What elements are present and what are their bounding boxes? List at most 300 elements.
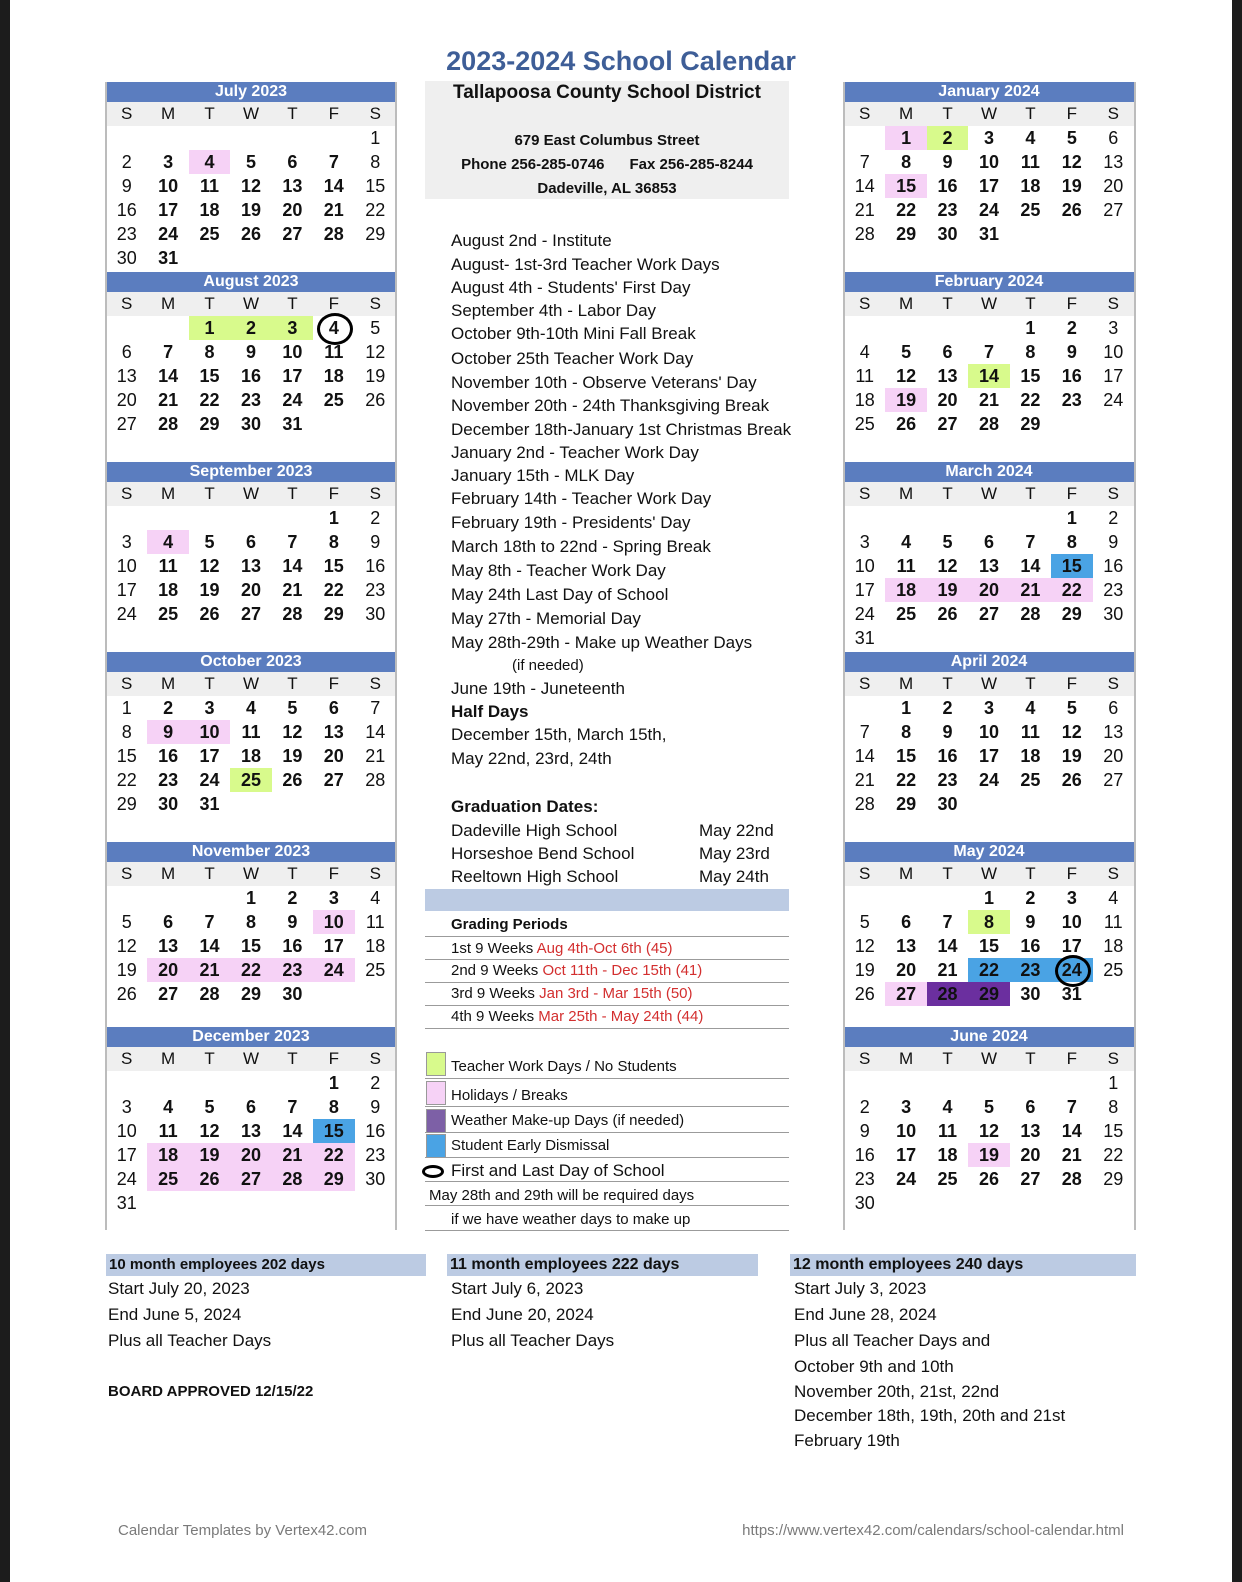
- day-cell: 20: [896, 960, 917, 980]
- week-row: [106, 578, 396, 602]
- weekday-label: S: [859, 864, 871, 883]
- day-cell: 1: [1108, 1073, 1119, 1093]
- day-cell: 26: [1061, 200, 1082, 220]
- weekday-label: T: [204, 294, 215, 313]
- day-cell: 8: [1108, 1097, 1119, 1117]
- week-row: [844, 412, 1134, 436]
- day-cell: 19: [240, 200, 261, 220]
- day-cell: 23: [365, 1145, 386, 1165]
- day-cell: 13: [240, 1121, 261, 1141]
- left-column-border-right: [395, 82, 397, 1230]
- day-cell: 6: [328, 698, 339, 718]
- day-cell: 18: [158, 580, 179, 600]
- district-fax: Fax 256-285-8244: [629, 156, 753, 173]
- day-cell: 29: [199, 414, 220, 434]
- weekday-label: M: [899, 484, 914, 503]
- weekday-label: W: [980, 1049, 997, 1068]
- empty-cell: [272, 792, 313, 816]
- week-row: [106, 506, 396, 530]
- day-cell: 3: [272, 316, 313, 340]
- day-cell: 14: [1061, 1121, 1082, 1141]
- empty-cell: [1010, 1071, 1051, 1095]
- event-item: August 2nd - Institute: [451, 231, 612, 250]
- weekday-label: S: [369, 674, 381, 693]
- event-item: October 25th Teacher Work Day: [451, 349, 694, 368]
- day-cell: 28: [158, 414, 179, 434]
- week-row: [106, 388, 396, 412]
- day-cell: 30: [365, 604, 386, 624]
- week-row: [106, 364, 396, 388]
- day-cell: 16: [854, 1145, 875, 1165]
- empty-cell: [189, 1071, 230, 1095]
- day-cell: 15: [240, 936, 261, 956]
- empty-cell: [844, 316, 885, 340]
- week-row: [844, 340, 1134, 364]
- empty-cell: [355, 1191, 396, 1215]
- week-row: [106, 150, 396, 174]
- week-row: [106, 602, 396, 626]
- week-row: [844, 626, 1134, 650]
- day-cell: 6: [121, 342, 132, 362]
- day-cell: 20: [968, 578, 1009, 602]
- day-cell: 19: [927, 578, 968, 602]
- event-item: February 14th - Teacher Work Day: [451, 489, 712, 508]
- day-cell: 25: [365, 960, 386, 980]
- day-cell: 7: [942, 912, 953, 932]
- weekday-label: W: [980, 674, 997, 693]
- week-row: [844, 316, 1134, 340]
- empty-cell: [147, 316, 188, 340]
- employees-line: December 18th, 19th, 20th and 21st: [794, 1406, 1066, 1425]
- day-cell: 29: [1061, 604, 1082, 624]
- day-cell: 7: [204, 912, 215, 932]
- week-row: [844, 198, 1134, 222]
- day-cell: 16: [282, 936, 303, 956]
- weekday-label: M: [161, 674, 176, 693]
- day-cell: 30: [158, 794, 179, 814]
- month-title: February 2024: [844, 272, 1134, 292]
- day-cell: 17: [199, 746, 220, 766]
- day-cell: 20: [937, 390, 958, 410]
- day-cell: 28: [282, 604, 303, 624]
- day-cell: 26: [937, 604, 958, 624]
- legend-early-swatch: [426, 1134, 446, 1158]
- day-cell: 4: [313, 316, 354, 340]
- day-cell: 4: [163, 1097, 174, 1117]
- day-cell: 10: [282, 342, 303, 362]
- day-cell: 23: [272, 958, 313, 982]
- day-cell: 10: [158, 176, 179, 196]
- day-cell: 4: [1108, 888, 1119, 908]
- day-cell: 5: [245, 152, 256, 172]
- day-cell: 11: [324, 342, 344, 362]
- week-row: [844, 1143, 1134, 1167]
- day-cell: 1: [328, 1073, 339, 1093]
- week-row: [844, 744, 1134, 768]
- day-cell: 28: [323, 224, 344, 244]
- day-cell: 17: [116, 580, 137, 600]
- weekday-label: T: [942, 294, 953, 313]
- weekday-header: [844, 482, 1134, 506]
- day-cell: 24: [1103, 390, 1124, 410]
- day-cell: 2: [859, 1097, 870, 1117]
- day-cell: 8: [370, 152, 381, 172]
- divider: [425, 959, 789, 960]
- day-cell: 12: [240, 176, 261, 196]
- empty-cell: [272, 1191, 313, 1215]
- legend-first-last: First and Last Day of School: [451, 1161, 665, 1180]
- empty-cell: [927, 886, 968, 910]
- day-cell: 10: [1103, 342, 1124, 362]
- day-cell: 15: [896, 746, 917, 766]
- week-row: [106, 340, 396, 364]
- day-cell: 28: [854, 224, 875, 244]
- divider: [425, 1157, 789, 1158]
- day-cell: 14: [323, 176, 344, 196]
- empty-cell: [844, 696, 885, 720]
- employees-line: Plus all Teacher Days and: [794, 1331, 991, 1350]
- day-cell: 10: [1061, 912, 1082, 932]
- employees-line: End June 28, 2024: [794, 1305, 937, 1324]
- day-cell: 3: [121, 532, 132, 552]
- day-cell: 2: [121, 152, 132, 172]
- day-cell: 2: [370, 508, 381, 528]
- empty-cell: [1010, 222, 1051, 246]
- weekday-label: F: [1066, 484, 1078, 503]
- day-cell: 22: [1020, 390, 1041, 410]
- day-cell: 15: [365, 176, 386, 196]
- empty-cell: [927, 1191, 968, 1215]
- weekday-label: F: [328, 484, 340, 503]
- grading-label: 2nd 9 Weeks: [451, 962, 539, 979]
- day-cell: 22: [896, 200, 917, 220]
- empty-cell: [189, 246, 230, 270]
- day-cell: 15: [199, 366, 220, 386]
- weekday-label: S: [1107, 484, 1119, 503]
- right-column-border-right: [1134, 82, 1136, 1230]
- weekday-header: [844, 292, 1134, 316]
- weekday-label: F: [328, 1049, 340, 1068]
- grading-label: 1st 9 Weeks: [451, 940, 534, 957]
- week-row: [844, 578, 1134, 602]
- day-cell: 2: [163, 698, 174, 718]
- day-cell: 1: [245, 888, 256, 908]
- weekday-label: F: [1066, 294, 1078, 313]
- day-cell: 25: [937, 1169, 958, 1189]
- empty-cell: [927, 316, 968, 340]
- empty-cell: [1093, 222, 1134, 246]
- month-title: May 2024: [844, 842, 1134, 862]
- day-cell: 14: [937, 936, 958, 956]
- weekday-label: S: [859, 104, 871, 123]
- day-cell: 22: [1051, 578, 1092, 602]
- divider: [425, 1106, 789, 1107]
- weekday-label: S: [121, 864, 133, 883]
- grading-row: [451, 985, 693, 1002]
- day-cell: 24: [199, 770, 220, 790]
- day-cell: 27: [240, 604, 261, 624]
- week-row: [844, 530, 1134, 554]
- day-cell: 7: [370, 698, 381, 718]
- day-cell: 12: [978, 1121, 999, 1141]
- weekday-label: T: [287, 484, 298, 503]
- week-row: [106, 1167, 396, 1191]
- day-cell: 26: [240, 224, 261, 244]
- day-cell: 1: [121, 698, 132, 718]
- weekday-label: T: [942, 104, 953, 123]
- graduation-date: May 24th: [699, 867, 769, 886]
- day-cell: 24: [978, 770, 999, 790]
- grading-header-bar: [425, 889, 789, 911]
- graduation-date: May 23rd: [699, 844, 770, 863]
- day-cell: 18: [147, 1143, 188, 1167]
- day-cell: 2: [230, 316, 271, 340]
- weekday-label: T: [204, 484, 215, 503]
- day-cell: 8: [245, 912, 256, 932]
- day-cell: 31: [199, 794, 220, 814]
- day-cell: 21: [937, 960, 958, 980]
- day-cell: 16: [158, 746, 179, 766]
- weekday-label: F: [328, 104, 340, 123]
- day-cell: 16: [937, 746, 958, 766]
- weekday-header: [106, 102, 396, 126]
- weekday-label: T: [204, 864, 215, 883]
- district-name: Tallapoosa County School District: [453, 82, 761, 103]
- empty-cell: [230, 1071, 271, 1095]
- day-cell: 11: [158, 556, 178, 576]
- empty-cell: [1051, 412, 1092, 436]
- grading-range: Jan 3rd - Mar 15th (50): [539, 985, 693, 1002]
- month-december-2023: [106, 1027, 396, 1215]
- empty-cell: [885, 506, 926, 530]
- day-cell: 18: [937, 1145, 958, 1165]
- day-cell: 2: [927, 126, 968, 150]
- weekday-label: M: [161, 104, 176, 123]
- day-cell: 3: [859, 532, 870, 552]
- day-cell: 25: [230, 768, 271, 792]
- empty-cell: [313, 982, 354, 1006]
- empty-cell: [106, 316, 147, 340]
- day-cell: 18: [199, 200, 220, 220]
- weekday-label: M: [899, 294, 914, 313]
- day-cell: 19: [1061, 746, 1082, 766]
- day-cell: 31: [282, 414, 303, 434]
- event-item: May 27th - Memorial Day: [451, 609, 641, 628]
- day-cell: 5: [859, 912, 870, 932]
- event-item: October 9th-10th Mini Fall Break: [451, 324, 696, 343]
- if-needed-note: (if needed): [512, 657, 584, 674]
- empty-cell: [272, 246, 313, 270]
- day-cell: 3: [901, 1097, 912, 1117]
- month-march-2024: [844, 462, 1134, 650]
- weekday-header: [844, 1047, 1134, 1071]
- event-item: November 10th - Observe Veterans' Day: [451, 373, 757, 392]
- employees-line: November 20th, 21st, 22nd: [794, 1382, 1000, 1401]
- weekday-label: M: [899, 864, 914, 883]
- day-cell: 1: [328, 508, 339, 528]
- day-cell: 26: [116, 984, 137, 1004]
- day-cell: 3: [121, 1097, 132, 1117]
- empty-cell: [313, 126, 354, 150]
- day-cell: 14: [365, 722, 386, 742]
- day-cell: 16: [937, 176, 958, 196]
- day-cell: 26: [282, 770, 303, 790]
- day-cell: 28: [199, 984, 220, 1004]
- day-cell: 2: [370, 1073, 381, 1093]
- weekday-label: W: [980, 864, 997, 883]
- weekday-label: T: [1025, 484, 1036, 503]
- month-title: October 2023: [106, 652, 396, 672]
- day-cell: 6: [163, 912, 174, 932]
- day-cell: 11: [365, 912, 385, 932]
- week-row: [844, 792, 1134, 816]
- day-cell: 30: [937, 224, 958, 244]
- day-cell: 26: [365, 390, 386, 410]
- day-cell: 19: [854, 960, 875, 980]
- month-september-2023: [106, 462, 396, 626]
- day-cell: 26: [189, 1167, 230, 1191]
- weekday-label: T: [1025, 104, 1036, 123]
- day-cell: 21: [189, 958, 230, 982]
- week-row: [106, 530, 396, 554]
- week-row: [844, 150, 1134, 174]
- day-cell: 4: [245, 698, 256, 718]
- day-cell: 7: [287, 532, 298, 552]
- empty-cell: [968, 1071, 1009, 1095]
- empty-cell: [968, 1191, 1009, 1215]
- day-cell: 27: [1103, 200, 1124, 220]
- day-cell: 7: [163, 342, 174, 362]
- day-cell: 28: [365, 770, 386, 790]
- day-cell: 30: [937, 794, 958, 814]
- day-cell: 1: [1066, 508, 1077, 528]
- empty-cell: [1051, 1191, 1092, 1215]
- day-cell: 5: [901, 342, 912, 362]
- day-cell: 14: [282, 1121, 303, 1141]
- day-cell: 17: [1061, 936, 1082, 956]
- event-item: February 19th - Presidents' Day: [451, 513, 691, 532]
- weekday-label: W: [242, 294, 259, 313]
- day-cell: 2: [1025, 888, 1036, 908]
- day-cell: 16: [365, 556, 386, 576]
- day-cell: 5: [204, 1097, 215, 1117]
- empty-cell: [189, 1191, 230, 1215]
- right-column-border: [843, 82, 845, 1230]
- empty-cell: [885, 1191, 926, 1215]
- week-row: [844, 126, 1134, 150]
- week-row: [844, 910, 1134, 934]
- grading-range: Aug 4th-Oct 6th (45): [536, 940, 673, 957]
- week-row: [106, 886, 396, 910]
- day-cell: 23: [158, 770, 179, 790]
- weekday-label: W: [242, 484, 259, 503]
- day-cell: 21: [1061, 1145, 1082, 1165]
- weekday-label: W: [242, 674, 259, 693]
- weekday-label: S: [369, 294, 381, 313]
- day-cell: 11: [938, 1121, 958, 1141]
- day-cell: 7: [287, 1097, 298, 1117]
- weekday-header: [844, 672, 1134, 696]
- day-cell: 9: [859, 1121, 870, 1141]
- weekday-label: M: [161, 294, 176, 313]
- day-cell: 27: [116, 414, 137, 434]
- day-cell: 4: [1025, 698, 1036, 718]
- day-cell: 14: [968, 364, 1009, 388]
- month-july-2023: [106, 82, 396, 270]
- day-cell: 26: [854, 984, 875, 1004]
- week-row: [106, 1191, 396, 1215]
- day-cell: 30: [854, 1193, 875, 1213]
- month-november-2023: [106, 842, 396, 1006]
- day-cell: 26: [978, 1169, 999, 1189]
- divider: [425, 1028, 789, 1029]
- day-cell: 29: [365, 224, 386, 244]
- weekday-label: T: [204, 1049, 215, 1068]
- footer-url[interactable]: https://www.vertex42.com/calendars/school-calendar.html: [742, 1522, 1124, 1539]
- employees-line: Plus all Teacher Days: [451, 1331, 615, 1350]
- day-cell: 29: [116, 794, 137, 814]
- day-cell: 23: [240, 390, 261, 410]
- day-cell: 27: [282, 224, 303, 244]
- event-item: March 18th to 22nd - Spring Break: [451, 537, 711, 556]
- day-cell: 31: [1061, 984, 1082, 1004]
- day-cell: 11: [896, 556, 916, 576]
- empty-cell: [147, 506, 188, 530]
- day-cell: 8: [901, 152, 912, 172]
- day-cell: 25: [323, 390, 344, 410]
- day-cell: 22: [896, 770, 917, 790]
- weekday-label: M: [161, 484, 176, 503]
- day-cell: 13: [937, 366, 958, 386]
- day-cell: 30: [282, 984, 303, 1004]
- month-october-2023: [106, 652, 396, 816]
- day-cell: 19: [199, 580, 220, 600]
- day-cell: 21: [978, 390, 999, 410]
- day-cell: 19: [365, 366, 386, 386]
- weekday-label: F: [1066, 1049, 1078, 1068]
- empty-cell: [230, 246, 271, 270]
- day-cell: 4: [901, 532, 912, 552]
- week-row: [844, 696, 1134, 720]
- day-cell: 21: [854, 200, 875, 220]
- day-cell: 2: [1066, 318, 1077, 338]
- empty-cell: [844, 126, 885, 150]
- event-item: August 4th - Students' First Day: [451, 278, 691, 297]
- employees-line: End June 20, 2024: [451, 1305, 594, 1324]
- day-cell: 14: [158, 366, 179, 386]
- empty-cell: [885, 626, 926, 650]
- board-approved: BOARD APPROVED 12/15/22: [108, 1383, 314, 1400]
- empty-cell: [1093, 792, 1134, 816]
- empty-cell: [313, 412, 354, 436]
- footer-credit: Calendar Templates by Vertex42.com: [118, 1522, 368, 1539]
- empty-cell: [355, 412, 396, 436]
- weekday-label: W: [242, 1049, 259, 1068]
- day-cell: 23: [1061, 390, 1082, 410]
- day-cell: 17: [158, 200, 179, 220]
- day-cell: 24: [1051, 958, 1092, 982]
- weekday-label: F: [1066, 674, 1078, 693]
- empty-cell: [968, 792, 1009, 816]
- employees-line: End June 5, 2024: [108, 1305, 242, 1324]
- empty-cell: [885, 1071, 926, 1095]
- grading-row: [451, 962, 702, 979]
- week-row: [106, 316, 396, 340]
- day-cell: 15: [1051, 554, 1092, 578]
- day-cell: 6: [245, 1097, 256, 1117]
- day-cell: 29: [1103, 1169, 1124, 1189]
- day-cell: 28: [854, 794, 875, 814]
